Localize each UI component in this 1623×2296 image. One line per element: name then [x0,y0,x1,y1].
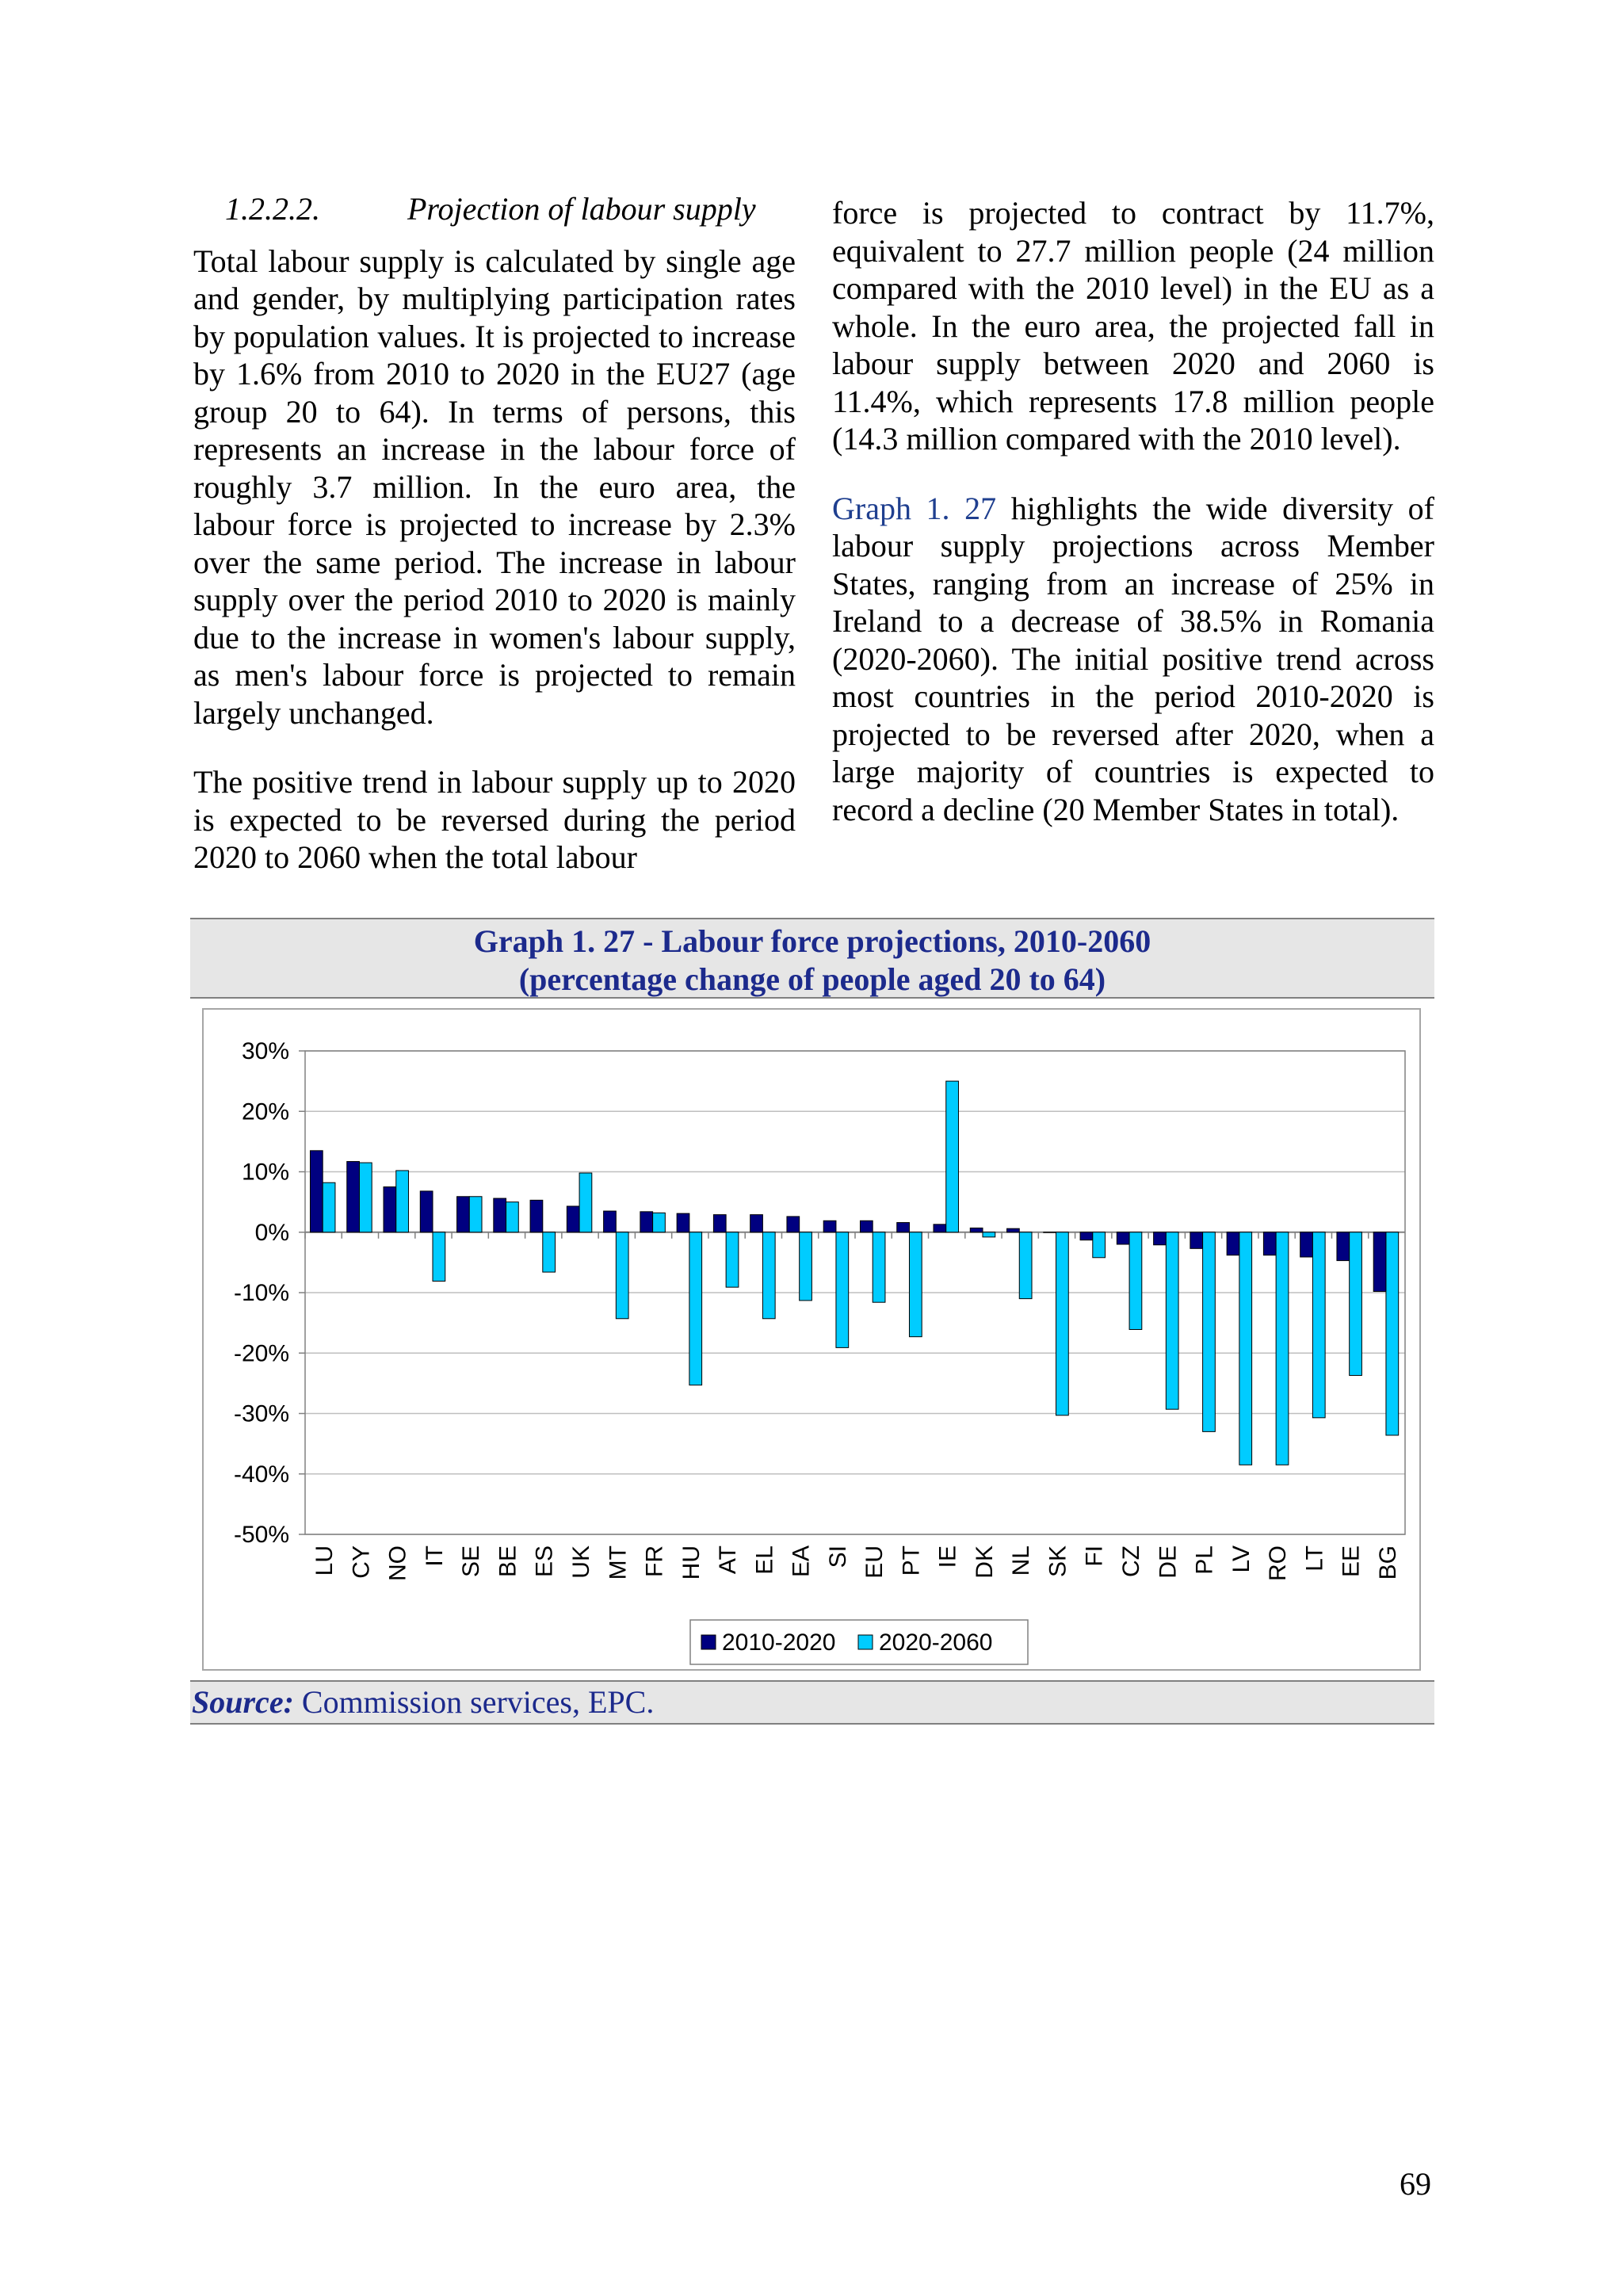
bar-ES-2010-2020 [530,1200,543,1232]
y-tick-label: 0% [254,1219,289,1246]
legend-swatch-2 [858,1635,873,1649]
bar-FI-2010-2020 [1080,1232,1093,1240]
bar-IE-2020-2060 [946,1081,959,1232]
bar-AT-2010-2020 [713,1215,726,1232]
x-tick-label-PT: PT [898,1545,925,1576]
y-tick-label: 10% [241,1159,289,1186]
bar-EA-2020-2060 [800,1232,812,1301]
bar-MT-2020-2060 [616,1232,628,1319]
right-column [832,194,1434,860]
x-tick-label-NO: NO [384,1545,411,1581]
graph-title: Graph 1. 27 - Labour force projections, 2010-2060 [473,923,1151,959]
y-tick-label: -10% [233,1280,289,1306]
bar-UK-2020-2060 [579,1173,592,1232]
bar-PL-2010-2020 [1190,1232,1203,1249]
x-tick-label-EA: EA [788,1545,815,1578]
paragraph-3-text: highlights the wide diversity of labour supply projections across Member States, ranging from an increase of 25% in Ireland to a decrease of 38.5% in Romania (2020-2060). The initial positive trend across most countries in the period 2010-2020 is projected to be reversed after 2020, when a large majority of countries is expected to record a decline (20 Member States in total). [832,490,1434,827]
x-tick-label-LT: LT [1301,1545,1328,1572]
bar-NO-2010-2020 [384,1187,396,1232]
bar-AT-2020-2060 [726,1232,739,1287]
bar-LV-2010-2020 [1227,1232,1239,1255]
section-title: Projection of labour supply [407,191,756,227]
x-tick-label-LV: LV [1228,1545,1254,1573]
bar-RO-2020-2060 [1276,1232,1289,1465]
x-tick-label-SK: SK [1044,1545,1071,1578]
x-tick-label-BE: BE [495,1545,521,1578]
bar-LV-2020-2060 [1239,1232,1252,1465]
bar-DE-2020-2060 [1166,1232,1178,1409]
bar-CY-2010-2020 [347,1162,360,1232]
legend-swatch-1 [701,1635,716,1649]
bar-DE-2010-2020 [1154,1232,1167,1245]
x-tick-label-AT: AT [715,1545,742,1575]
bar-EL-2010-2020 [750,1215,763,1232]
legend-label-1: 2010-2020 [722,1629,836,1656]
y-tick-label: 20% [241,1098,289,1125]
y-tick-label: -30% [233,1400,289,1427]
bar-PT-2020-2060 [909,1232,922,1337]
bar-LT-2010-2020 [1300,1232,1313,1257]
bar-BE-2020-2060 [506,1202,519,1232]
y-tick-label: -40% [233,1461,289,1488]
x-tick-label-NL: NL [1008,1545,1035,1576]
bar-IT-2020-2060 [433,1232,445,1282]
paragraph-2-part-1: The positive trend in labour supply up to 2020 is expected to be reversed during the period 2020 to 2060 when the total labour [193,764,796,875]
section-number: 1.2.2.2. [225,191,320,227]
x-tick-label-DK: DK [971,1545,998,1579]
bar-EU-2010-2020 [860,1221,873,1232]
bar-EU-2020-2060 [873,1232,885,1302]
bar-SE-2020-2060 [469,1197,482,1232]
y-tick-label: -20% [233,1340,289,1367]
x-tick-label-RO: RO [1265,1545,1292,1581]
paragraph-1: Total labour supply is calculated by single age and gender, by multiplying participation rates by population values. It is projected to increase by 1.6% from 2010 to 2020 in the EU27 (age group 20 to 64). In terms of persons, this represents an increase in the labour force of roughly 3.7 million. In the euro area, the labour force is projected to increase by 2.3% over the same period. The increase in labour supply over the period 2010 to 2020 is mainly due to the increase in women's labour supply, as men's labour force is projected to remain largely unchanged. [193,243,796,731]
bar-LT-2020-2060 [1312,1232,1325,1418]
bar-LU-2010-2020 [310,1151,323,1232]
x-tick-label-EL: EL [751,1545,778,1575]
graph-subtitle: (percentage change of people aged 20 to 64) [518,961,1106,997]
x-tick-label-EU: EU [861,1545,888,1579]
bar-CY-2020-2060 [359,1163,372,1232]
bar-PT-2010-2020 [897,1223,910,1232]
bar-NO-2020-2060 [396,1171,409,1232]
x-tick-label-MT: MT [605,1545,632,1580]
bar-NL-2010-2020 [1007,1228,1020,1232]
x-tick-label-UK: UK [568,1545,594,1579]
x-tick-label-FR: FR [641,1545,668,1577]
paragraph-3 [832,490,1434,829]
y-tick-label: 30% [241,1038,289,1064]
bar-CZ-2020-2060 [1129,1232,1142,1330]
bar-SK-2020-2060 [1056,1232,1069,1415]
bar-EE-2010-2020 [1337,1232,1350,1261]
bar-SK-2010-2020 [1044,1232,1056,1233]
x-tick-label-FI: FI [1081,1545,1108,1567]
x-tick-label-CZ: CZ [1118,1545,1144,1577]
chart-area [202,1008,1421,1671]
x-tick-label-PL: PL [1191,1545,1218,1575]
bar-UK-2010-2020 [567,1206,579,1232]
x-tick-label-DE: DE [1155,1545,1182,1579]
bar-IT-2010-2020 [420,1191,433,1232]
page-number: 69 [1400,2166,1431,2202]
x-tick-label-CY: CY [348,1545,375,1579]
x-tick-label-IT: IT [421,1545,448,1567]
bar-BG-2020-2060 [1386,1232,1399,1435]
bar-FI-2020-2060 [1093,1232,1106,1258]
x-tick-label-EE: EE [1338,1545,1365,1578]
bar-RO-2010-2020 [1263,1232,1276,1255]
bar-DK-2010-2020 [970,1228,983,1232]
bar-LU-2020-2060 [323,1182,335,1232]
bar-NL-2020-2060 [1019,1232,1032,1299]
graph-title-box [190,918,1434,999]
x-tick-label-BG: BG [1374,1545,1401,1580]
bar-DK-2020-2060 [983,1232,995,1237]
left-column [193,190,796,908]
x-tick-label-IE: IE [934,1545,961,1568]
bar-FR-2010-2020 [640,1212,653,1232]
source-note [190,1680,1434,1725]
bar-chart [204,1010,1419,1669]
bar-IE-2010-2020 [934,1224,946,1232]
source-label: Source: [192,1684,294,1720]
bar-ES-2020-2060 [543,1232,556,1272]
bar-CZ-2010-2020 [1117,1232,1129,1244]
bar-MT-2010-2020 [604,1211,617,1232]
bar-EL-2020-2060 [762,1232,775,1319]
bar-SI-2020-2060 [836,1232,849,1348]
x-tick-label-SI: SI [824,1545,851,1568]
legend-label-2: 2020-2060 [879,1629,993,1656]
bar-FR-2020-2060 [653,1213,666,1232]
bar-HU-2010-2020 [677,1213,689,1232]
bar-SI-2010-2020 [823,1221,836,1232]
x-tick-label-SE: SE [458,1545,485,1578]
bar-HU-2020-2060 [689,1232,702,1385]
graph-reference-link[interactable]: Graph 1. 27 [832,490,997,526]
y-tick-label: -50% [233,1522,289,1548]
x-tick-label-HU: HU [678,1545,705,1580]
section-heading [193,190,796,228]
x-tick-label-LU: LU [311,1545,338,1576]
x-tick-label-ES: ES [531,1545,558,1578]
bar-EE-2020-2060 [1350,1232,1362,1376]
bar-EA-2010-2020 [787,1217,800,1232]
source-text: Commission services, EPC. [293,1684,655,1720]
bar-PL-2020-2060 [1203,1232,1216,1432]
bar-SE-2010-2020 [457,1197,470,1232]
paragraph-2-part-2: force is projected to contract by 11.7%, equivalent to 27.7 million people (24 million compared with the 2010 level) in the EU as a whole. In the euro area, the projected fall in labour supply between 2020 and 2060 is 11.4%, which represents 17.8 million people (14.3 million compared with the 2010 level). [832,195,1434,457]
bar-BE-2010-2020 [494,1198,506,1232]
bar-BG-2010-2020 [1373,1232,1386,1292]
